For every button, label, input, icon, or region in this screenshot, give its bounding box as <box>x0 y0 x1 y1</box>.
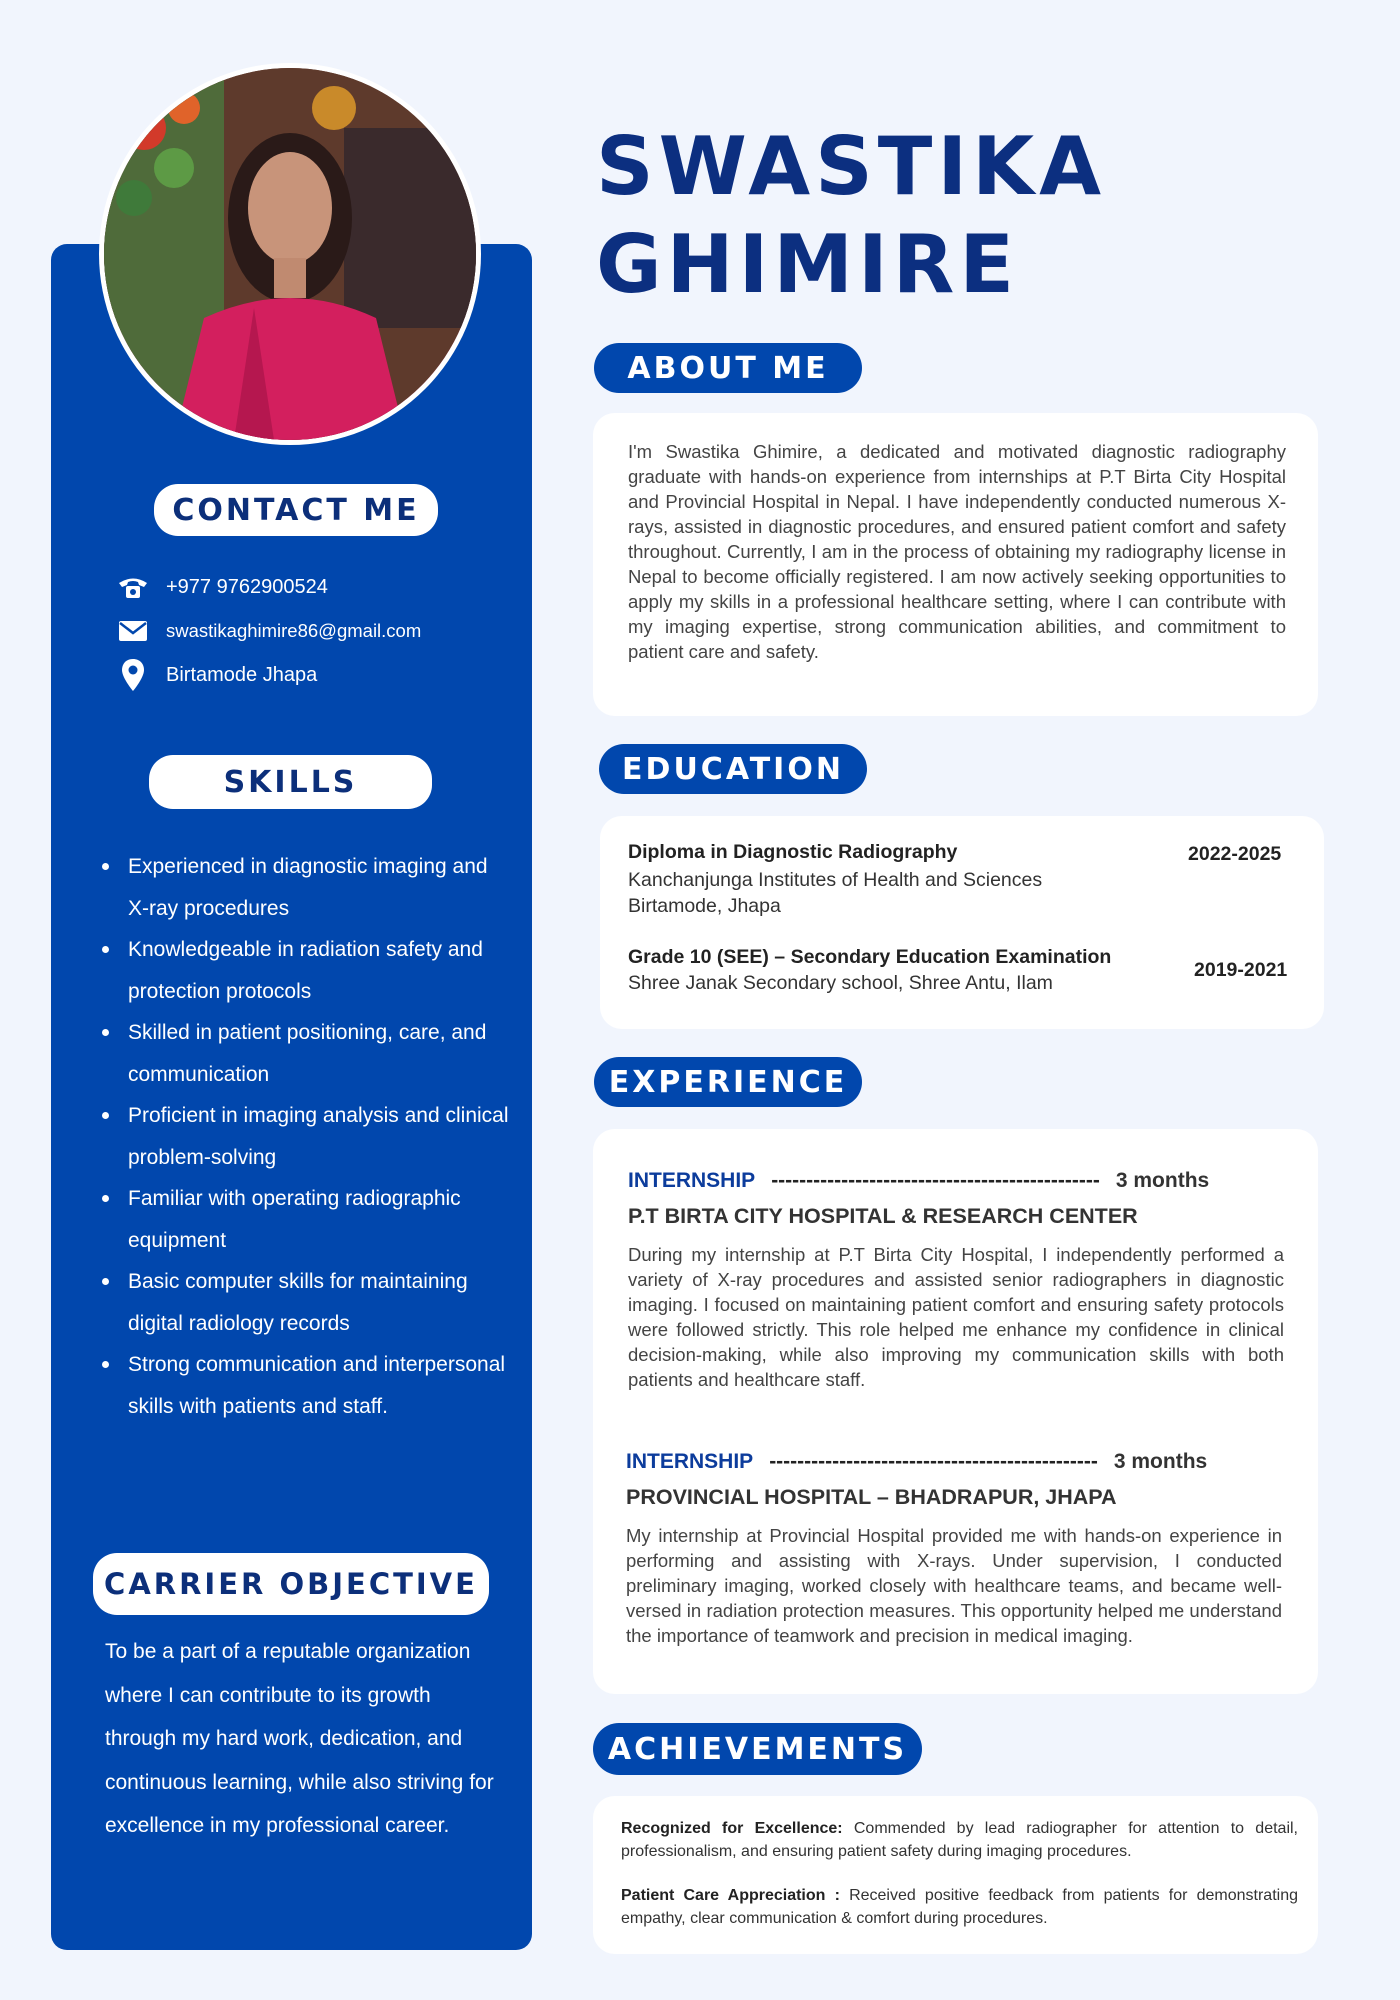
education-years: 2022-2025 <box>1188 843 1282 865</box>
experience-divider: ----------------------------------------------- <box>769 1450 1098 1473</box>
experience-description: During my internship at P.T Birta City Hospital, I independently performed a variety of X-ray procedures and assisted senior radiographers in diagnostic imaging. I focused on maintaining patient comfort and ensuring safety protocols were followed strictly. This role helped me enhance my confidence in clinical decision-making, while also improving my communication skills with both patients and healthcare staff. <box>628 1244 1284 1390</box>
list-item: Familiar with operating radiographic equipment <box>102 1178 512 1261</box>
experience-card <box>593 1129 1318 1694</box>
email-icon <box>116 616 150 646</box>
experience-duration: 3 months <box>1113 1450 1208 1473</box>
education-location: Birtamode, Jhapa <box>628 895 781 917</box>
about-card <box>593 413 1318 716</box>
about-heading-label: ABOUT ME <box>627 350 829 386</box>
achievements-heading-label: ACHIEVEMENTS <box>607 1731 908 1767</box>
experience-header <box>626 1450 1207 1474</box>
education-title: Diploma in Diagnostic Radiography <box>628 841 958 863</box>
experience-type: INTERNSHIP <box>628 1169 756 1192</box>
achievement-text: Commended by lead radiographer for attention to detail, professionalism, and ensuring patient safety during imaging procedures. <box>621 1820 1299 1860</box>
education-item <box>628 946 1188 996</box>
list-item: Basic computer skills for maintaining digital radiology records <box>102 1261 512 1344</box>
contact-email[interactable]: swastikaghimire86@gmail.com <box>166 620 422 641</box>
about-heading <box>594 343 862 393</box>
skills-list <box>102 846 512 1427</box>
achievements-heading <box>593 1723 922 1775</box>
achievement-item <box>621 1885 1298 1930</box>
skills-heading <box>149 755 432 809</box>
profile-photo <box>99 63 481 445</box>
achievements-card <box>593 1796 1318 1954</box>
experience-duration: 3 months <box>1115 1169 1210 1192</box>
objective-heading <box>93 1553 489 1615</box>
experience-organization: PROVINCIAL HOSPITAL – BHADRAPUR, JHAPA <box>626 1485 1117 1509</box>
contact-phone-row <box>116 572 328 602</box>
first-name: SWASTIKA <box>596 120 1107 213</box>
about-text: I'm Swastika Ghimire, a dedicated and motivated diagnostic radiography graduate with hands-on experience from internships at P.T Birta City Hospital and Provincial Hospital in Nepal. I have independently conducted numerous X-rays, assisted in diagnostic procedures, and ensured patient comfort and safety throughout. Currently, I am in the process of obtaining my radiography license in Nepal to become officially registered. I am now actively seeking opportunities to apply my skills in a professional healthcare setting, where I can contribute with my imaging expertise, strong communication abilities, and commitment to patient care and safety. <box>628 441 1286 662</box>
page-title <box>596 118 1106 314</box>
objective-heading-label: CARRIER OBJECTIVE <box>104 1567 478 1601</box>
contact-phone[interactable]: +977 9762900524 <box>166 575 328 598</box>
achievement-item <box>621 1818 1298 1863</box>
contact-address: Birtamode Jhapa <box>166 663 318 686</box>
education-heading <box>599 744 867 794</box>
objective-text: To be a part of a reputable organization where I can contribute to its growth through my hard work, dedication, and continuous learning, while also striving for excellence in my professional career. <box>105 1640 494 1837</box>
list-item: Strong communication and interpersonal skills with patients and staff. <box>102 1344 512 1427</box>
contact-heading-label: CONTACT ME <box>172 492 420 528</box>
education-item <box>628 841 1168 919</box>
list-item: Experienced in diagnostic imaging and X-ray procedures <box>102 846 512 929</box>
achievement-text: Received positive feedback from patients for demonstrating empathy, clear communication & comfort during procedures. <box>621 1887 1298 1927</box>
contact-heading <box>154 484 438 536</box>
last-name: GHIMIRE <box>596 218 1020 311</box>
education-institution: Shree Janak Secondary school, Shree Antu, Ilam <box>628 972 1053 994</box>
list-item: Knowledgeable in radiation safety and protection protocols <box>102 929 512 1012</box>
phone-icon <box>116 572 150 602</box>
experience-heading <box>594 1057 862 1107</box>
skills-heading-label: SKILLS <box>223 764 358 800</box>
education-heading-label: EDUCATION <box>622 751 844 787</box>
contact-email-row <box>116 616 421 646</box>
avatar <box>104 68 476 440</box>
contact-address-row <box>116 660 317 690</box>
experience-description: My internship at Provincial Hospital provided me with hands-on experience in performing and assisting with X-rays. Under supervision, I conducted preliminary imaging, worked closely with healthcare teams, and became well-versed in radiation protection measures. This opportunity helped me understand the importance of teamwork and precision in medical imaging. <box>626 1525 1282 1646</box>
experience-organization: P.T BIRTA CITY HOSPITAL & RESEARCH CENTER <box>628 1204 1138 1228</box>
experience-divider: ----------------------------------------------- <box>771 1169 1100 1192</box>
achievement-label: Patient Care Appreciation : <box>621 1887 840 1904</box>
education-years: 2019-2021 <box>1194 959 1288 981</box>
education-institution: Kanchanjunga Institutes of Health and Sciences <box>628 869 1043 891</box>
location-pin-icon <box>116 660 150 690</box>
achievement-label: Recognized for Excellence: <box>621 1820 843 1837</box>
education-card <box>600 816 1324 1029</box>
experience-type: INTERNSHIP <box>626 1450 754 1473</box>
education-title: Grade 10 (SEE) – Secondary Education Examination <box>628 946 1112 968</box>
experience-heading-label: EXPERIENCE <box>608 1064 848 1100</box>
experience-header <box>628 1169 1209 1193</box>
list-item: Proficient in imaging analysis and clinical problem-solving <box>102 1095 512 1178</box>
list-item: Skilled in patient positioning, care, and communication <box>102 1012 512 1095</box>
